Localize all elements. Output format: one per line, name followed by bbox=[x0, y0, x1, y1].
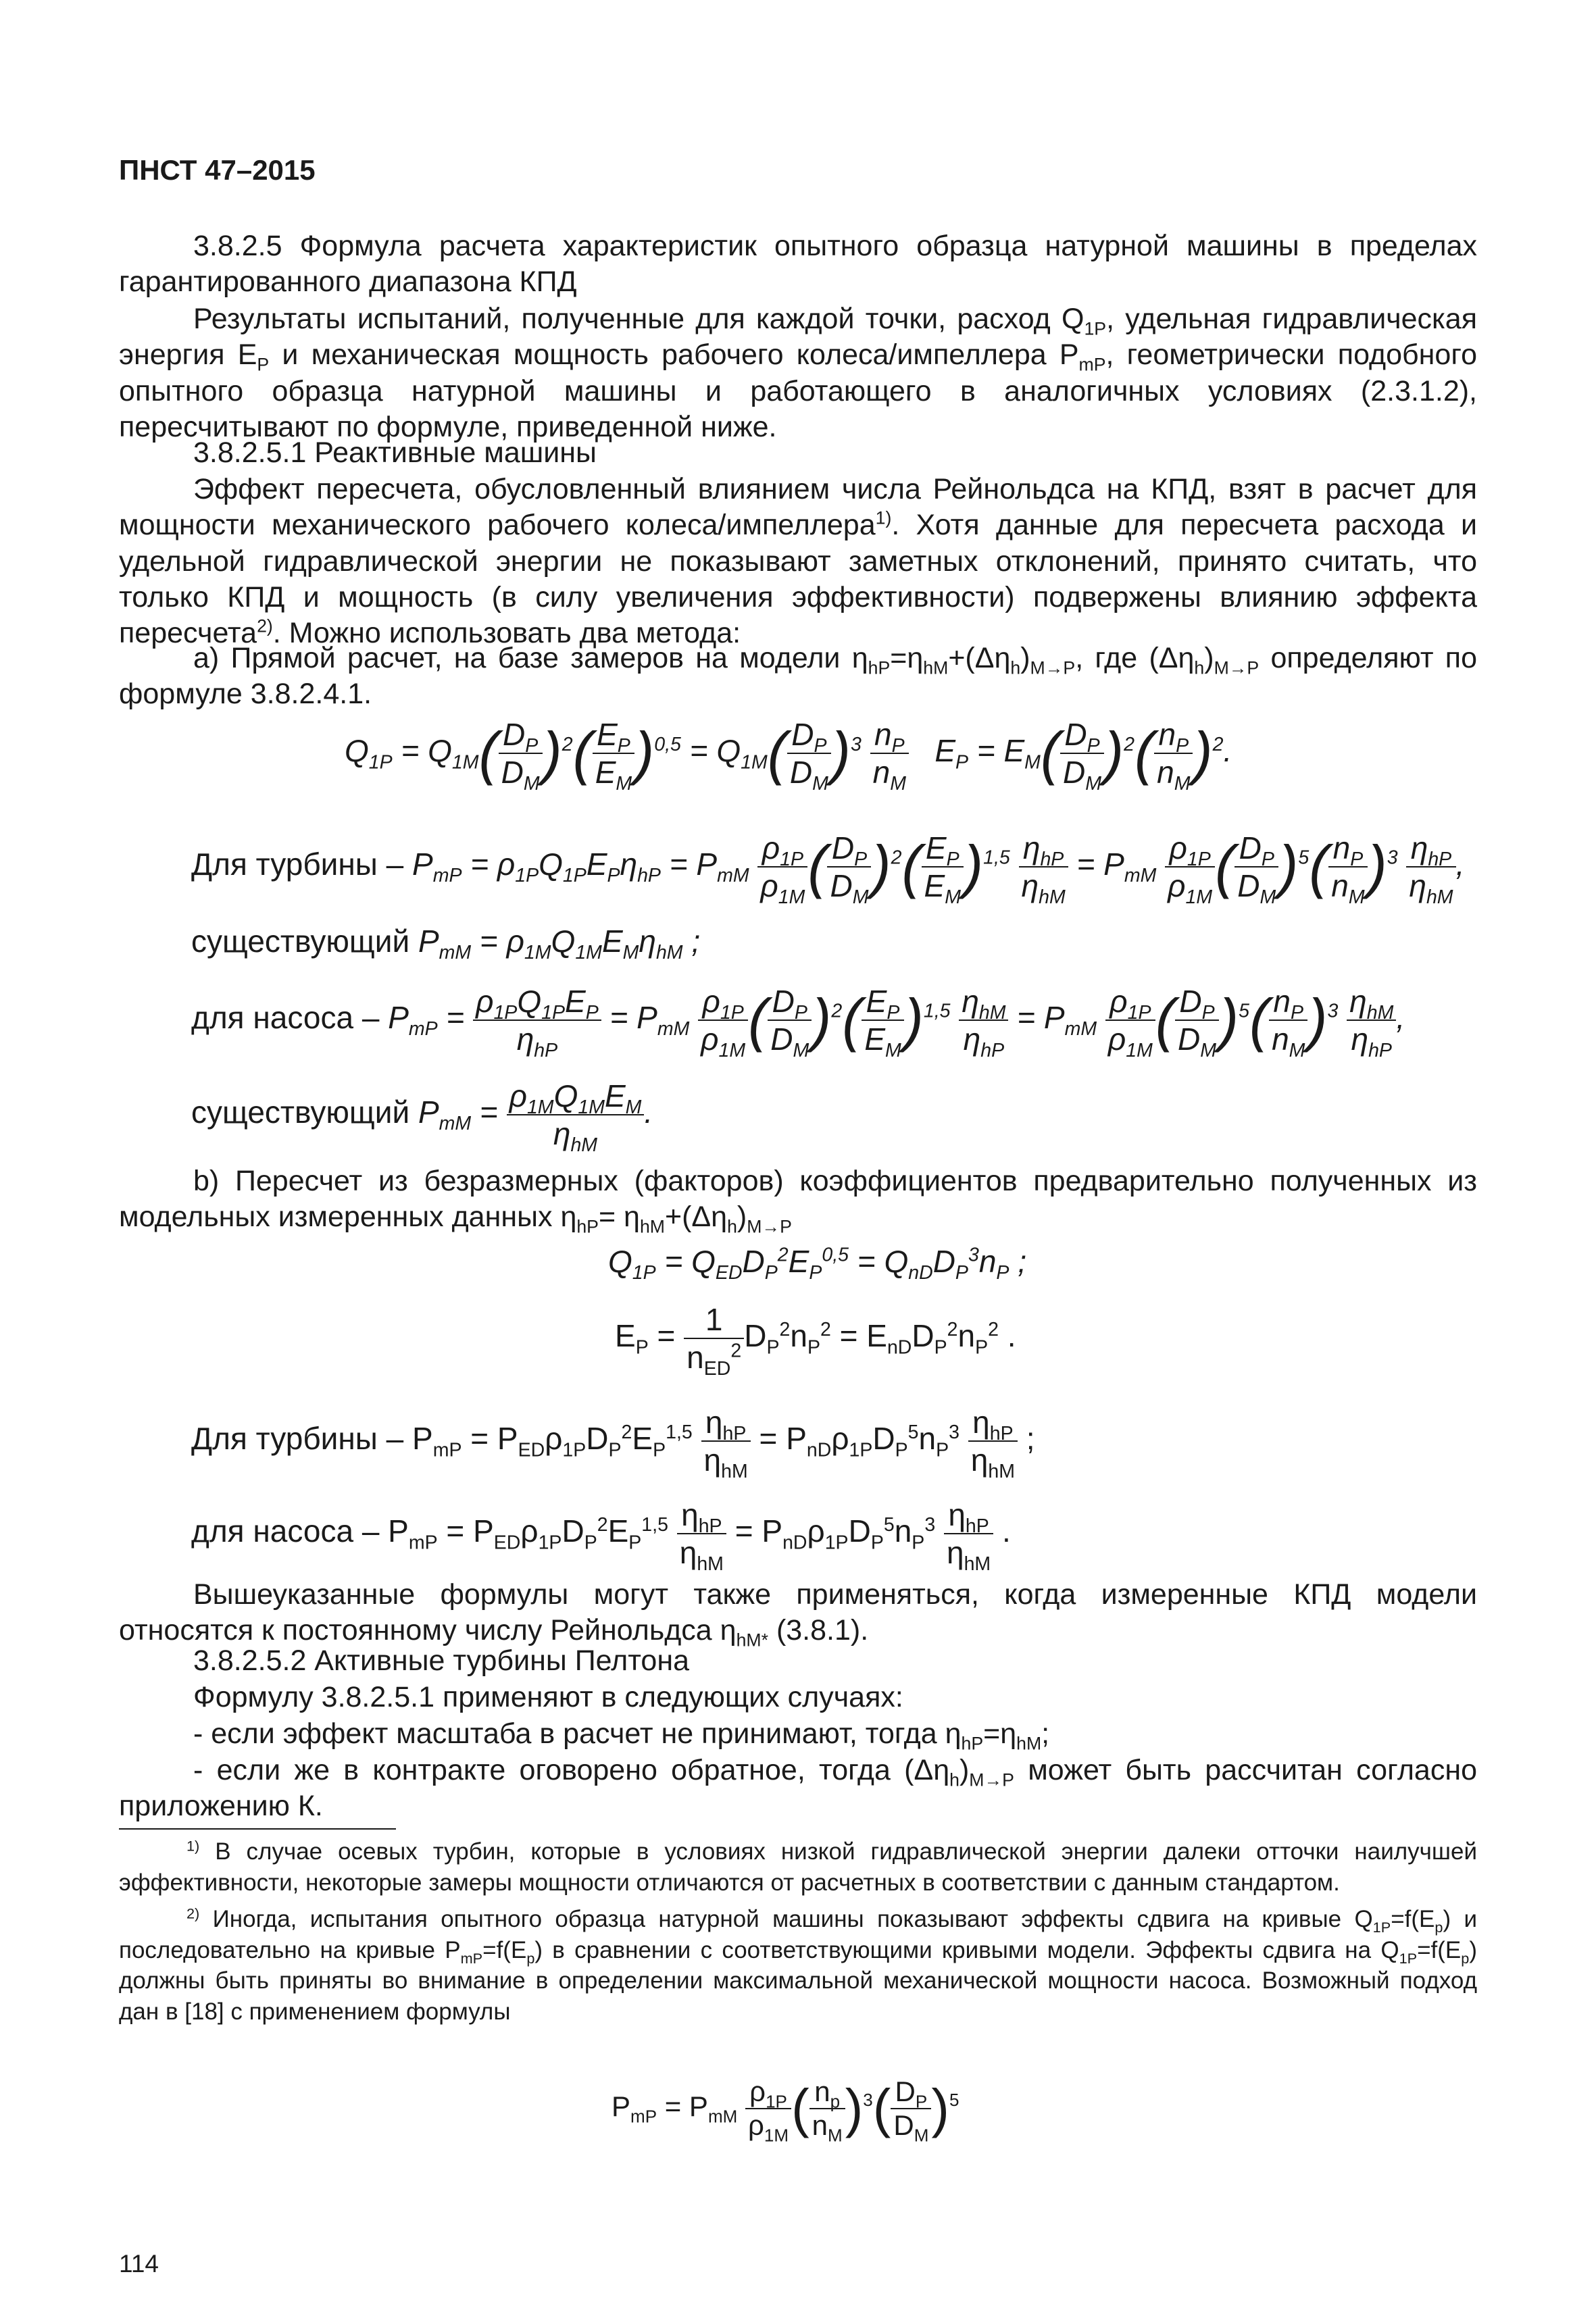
formula-pump-dimensionless: для насоса – $P_{mP} = P_{ED}\rho_{1P}D_P^2E_P^{1,5}$ $\eta_{hP}$ $\eta_{hM}$ = $P_{nD}\rho_{1P}D_P^5n_P^3$ $\eta_{hP}$ $\eta_{hM}$ . bbox=[191, 1497, 1011, 1576]
page-number: 114 bbox=[119, 2250, 159, 2278]
formula-existing-turbine: существующий $P_{mM} = \rho_{1M}Q_{1M}E_M\eta_{hM}$ ; bbox=[191, 924, 701, 964]
label-turbine: Для турбины – bbox=[191, 847, 404, 882]
paragraph-formula-cases: Формулу 3.8.2.5.1 применяют в следующих случаях: bbox=[193, 1681, 903, 1713]
formula-turbine-pmp: Для турбины – $P_{mP} = \rho_{1P}Q_{1P}E_P\eta_{hP} = P_{mM}$ $\frac{\rho_{1P}}{\rho_{1M}}$ ( $\frac{D_P}{D_M}$ )$^2$( $\frac{E_P}{E_M}$ )$^{1,5}$ $\eta_{hP}$ $\eta_{hM}$ = $P_{mM}$ $\frac{\rho_{1P}}{\rho_{1M}}$ ( $\frac{D_P}{D_M}$ )$^5$( $\frac{n_P}{n_M}$ )$^3$ $\eta_{hP}$ $\eta_{hM}$ , bbox=[191, 830, 1465, 909]
section-3-8-2-5-title: 3.8.2.5 Формула расчета характеристик опытного образца натурной машины в пределах гарантированного диапазона КПД bbox=[119, 230, 1477, 299]
formula-q1p-ep: $Q_{1P} = Q_{1M}$( $\frac{D_P}{D_M}$ )$^2$( $\frac{E_P}{E_M}$ )$^{0,5} = Q_{1M}$( $\frac{D_P}{D_M}$ )$^3$ $\frac{n_P}{n_M}$ $E_P = E_M$( $\frac{D_P}{D_M}$ )$^2$( $\frac{n_P}{n_M}$ )$^2$. bbox=[345, 717, 1232, 795]
formula-q1p-dimensionless: $Q_{1P} = Q_{ED}D_P^2E_P^{0,5} = Q_{nD}D_P^3n_P$ ; bbox=[608, 1244, 1026, 1284]
paragraph-reynolds: Эффект пересчета, обусловленный влиянием числа Рейнольдса на КПД, взят в расчет для мощности механического рабочего колеса/импеллера$^{1)}$. Хотя данные для пересчета расхода и удельной гидравлической энергии не показывают заметных отклонений, принято считать, что только КПД и мощность (в силу увеличения эффективности) подвержены влиянию эффекта пересчета$^{2)}$. Можно использовать два метода: bbox=[119, 473, 1477, 650]
formula-existing-pump: существующий $P_{mM}$ = $\rho_{1M}Q_{1M}E_M$ $\eta_{hM}$ . bbox=[191, 1078, 653, 1157]
label-pump: для насоса – bbox=[191, 1000, 380, 1036]
paragraph-note-reynolds: Вышеуказанные формулы могут также применяться, когда измеренные КПД модели относятся к постоянному числу Рейнольдса $\eta_{hM*}$ (3.8.1). bbox=[119, 1578, 1477, 1651]
footnote-divider bbox=[119, 1828, 396, 1830]
list-item-no-scale-effect: - если эффект масштаба в расчет не принимают, тогда $\eta_{hP}=\eta_{hM}$; bbox=[193, 1717, 1050, 1754]
list-item-contract: - если же в контракте оговорено обратное, тогда $(\Delta\eta_h)_{M\to P}$ может быть рассчитан согласно приложению К. bbox=[119, 1754, 1477, 1823]
footnote-1: $^{1)}$ В случае осевых турбин, которые в условиях низкой гидравлической энергии далеки отточки наилучшей эффективности, некоторые замеры мощности отличаются от расчетных в соответствии с данным стандартом. bbox=[119, 1837, 1477, 1896]
paragraph-method-b: b) Пересчет из безразмерных (факторов) коэффициентов предварительно полученных из модельных измеренных данных $\eta_{hP}= \eta_{hM}+(\Delta\eta_h)_{M\to P}$ bbox=[119, 1165, 1477, 1237]
paragraph-results: Результаты испытаний, полученные для каждой точки, расход $Q_{1P}$, удельная гидравлическая энергия $E_P$ и механическая мощность рабочего колеса/импеллера $P_{mP}$, геометрически подобного опытного образца натурной машины и работающего в аналогичных условиях (2.3.1.2), пересчитывают по формуле, приведенной ниже. bbox=[119, 303, 1477, 443]
formula-pump-pmp: для насоса – $P_{mP}$ = $\rho_{1P}Q_{1P}E_P$ $\eta_{hP}$ = $P_{mM}$ $\frac{\rho_{1P}}{\rho_{1M}}$ ( $\frac{D_P}{D_M}$ )$^2$( $\frac{E_P}{E_M}$ )$^{1,5}$ $\eta_{hM}$ $\eta_{hP}$ = $P_{mM}$ $\frac{\rho_{1P}}{\rho_{1M}}$ ( $\frac{D_P}{D_M}$ )$^5$( $\frac{n_P}{n_M}$ )$^3$ $\eta_{hM}$ $\eta_{hP}$ , bbox=[191, 984, 1405, 1062]
formula-ep-dimensionless: $E_P$ = 1 $n_{ED}^2$ $D_P^2n_P^2 = E_{nD}D_P^2n_P^2$ . bbox=[615, 1302, 1016, 1380]
formula-turbine-dimensionless: Для турбины – $P_{mP} = P_{ED}\rho_{1P}D_P^2E_P^{1,5}$ $\eta_{hP}$ $\eta_{hM}$ = $P_{nD}\rho_{1P}D_P^5n_P^3$ $\eta_{hP}$ $\eta_{hM}$ ; bbox=[191, 1405, 1035, 1483]
footnote-2: $^{2)}$ Иногда, испытания опытного образца натурной машины показывают эффекты сдвига на кривые $Q_{1P}=f(E_p)$ и последовательно на кривые $P_{mP}=f(E_p)$ в сравнении с соответствующими кривыми модели. Эффекты сдвига на $Q_{1P}=f(E_p)$ должны быть приняты во внимание в определении максимальной механической мощности насоса. Возможный подход дан в [18] с применением формулы bbox=[119, 1905, 1477, 2025]
formula-footnote-pump-power: $P_{mP} = P_{mM}$ $\frac{\rho_{1P}}{\rho_{1M}}$ ( $\frac{n_p}{n_M}$ )$^3$( $\frac{D_P}{D_M}$ )$^5$ bbox=[612, 2076, 959, 2146]
section-3-8-2-5-1-title: 3.8.2.5.1 Реактивные машины bbox=[193, 436, 597, 469]
document-header: ПНСТ 47–2015 bbox=[119, 154, 316, 186]
paragraph-method-a: а) Прямой расчет, на базе замеров на модели $\eta_{hP}=\eta_{hM}+(\Delta\eta_h)_{M\to P}$, где $(\Delta\eta_h)_{M\to P}$ определяют по формуле 3.8.2.4.1. bbox=[119, 642, 1477, 711]
section-3-8-2-5-2-title: 3.8.2.5.2 Активные турбины Пелтона bbox=[193, 1644, 689, 1677]
